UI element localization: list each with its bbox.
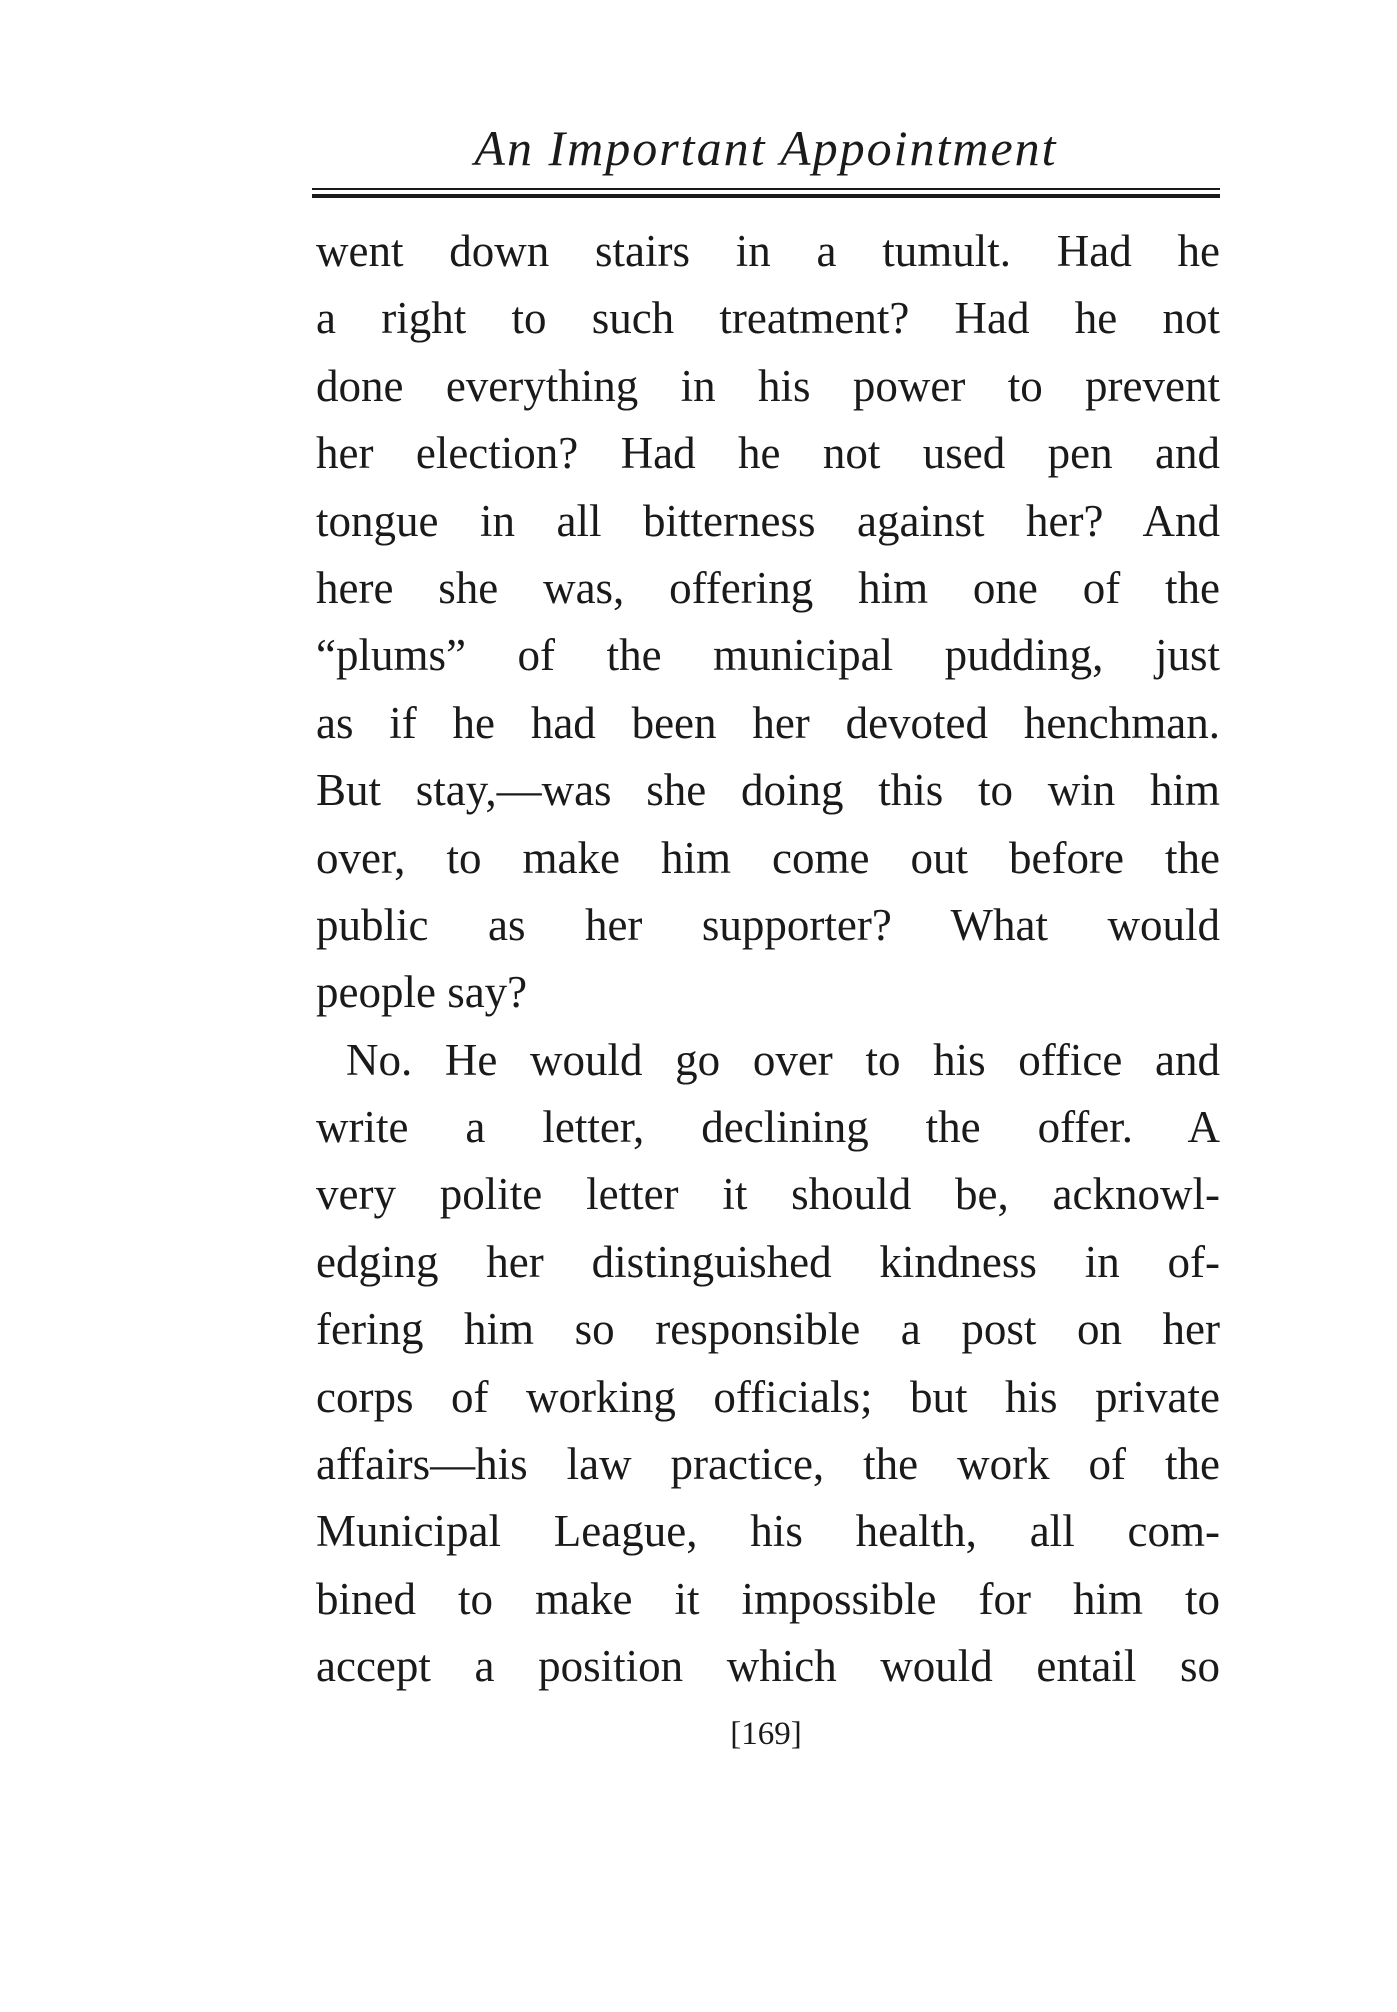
text-line: No. He would go over to his office and [346, 1034, 1220, 1085]
text-line: a right to such treatment? Had he not [316, 293, 1220, 344]
text-line: people say? [316, 967, 528, 1018]
text-line: fering him so responsible a post on her [316, 1304, 1220, 1355]
header-rule-bottom [312, 194, 1220, 198]
text-line: “plums” of the municipal pudding, just [316, 630, 1220, 681]
text-line: over, to make him come out before the [316, 832, 1220, 883]
text-line: bined to make it impossible for him to [316, 1573, 1220, 1624]
text-line: very polite letter it should be, acknowl- [316, 1169, 1220, 1220]
text-line: Municipal League, his health, all com- [316, 1506, 1220, 1557]
text-line: But stay,—was she doing this to win him [316, 765, 1220, 816]
page-number: [169] [730, 1716, 802, 1752]
text-line: tongue in all bitterness against her? And [316, 495, 1220, 546]
text-line: as if he had been her devoted henchman. [316, 697, 1220, 748]
text-line: accept a position which would entail so [316, 1641, 1220, 1692]
text-line: went down stairs in a tumult. Had he [316, 226, 1220, 276]
text-line: her election? Had he not used pen and [316, 428, 1220, 479]
text-line: public as her supporter? What would [316, 899, 1220, 950]
text-line: here she was, offering him one of the [316, 562, 1220, 613]
text-line: done everything in his power to prevent [316, 360, 1220, 411]
text-line: affairs—his law practice, the work of the [316, 1439, 1220, 1490]
text-line: corps of working officials; but his private [316, 1371, 1220, 1422]
header-rule-top [312, 188, 1220, 190]
text-line: write a letter, declining the offer. A [316, 1102, 1220, 1153]
running-title: An Important Appointment [474, 120, 1058, 176]
text-line: edging her distinguished kindness in of- [316, 1236, 1220, 1287]
body-text [316, 218, 1220, 1701]
